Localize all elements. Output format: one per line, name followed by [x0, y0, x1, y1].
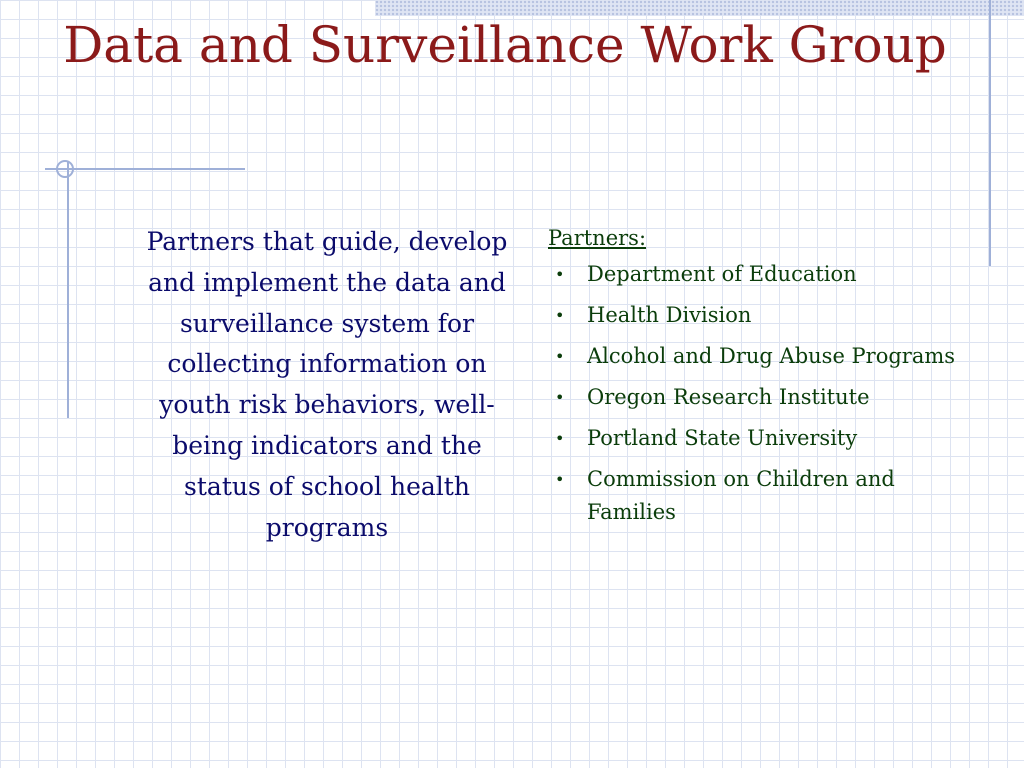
bullet-icon: • [555, 470, 565, 489]
decorative-vertical-line-left [67, 162, 69, 418]
partner-label: Health Division [587, 303, 752, 327]
partner-label: Commission on Children and Families [587, 467, 895, 524]
partners-heading: Partners: [548, 226, 647, 250]
decorative-horizontal-line [45, 168, 245, 170]
partner-item-alcohol-and-drug-abuse-programs [548, 340, 968, 373]
bullet-icon: • [555, 306, 565, 325]
decorative-vertical-line-right [989, 0, 991, 266]
bullet-icon: • [555, 265, 565, 284]
slide-title: Data and Surveillance Work Group [63, 16, 947, 74]
partner-item-oregon-research-institute [548, 381, 968, 414]
partner-item-health-division [548, 299, 968, 332]
bullet-icon: • [555, 429, 565, 448]
partner-label: Department of Education [587, 262, 857, 286]
partner-item-commission-on-children-and-families [548, 463, 968, 529]
bullet-icon: • [555, 388, 565, 407]
partner-item-department-of-education [548, 258, 968, 291]
bullet-icon: • [555, 347, 565, 366]
partners-section [548, 222, 968, 537]
decorative-circle-icon [56, 160, 74, 178]
work-group-description: Partners that guide, develop and implement the data and surveillance system for collecting information on youth risk behaviors, well-being indicators and the status of school health programs [146, 227, 508, 542]
partner-label: Oregon Research Institute [587, 385, 870, 409]
partners-list [548, 258, 968, 529]
partner-label: Portland State University [587, 426, 858, 450]
partner-label: Alcohol and Drug Abuse Programs [587, 344, 956, 368]
partner-item-portland-state-university [548, 422, 968, 455]
